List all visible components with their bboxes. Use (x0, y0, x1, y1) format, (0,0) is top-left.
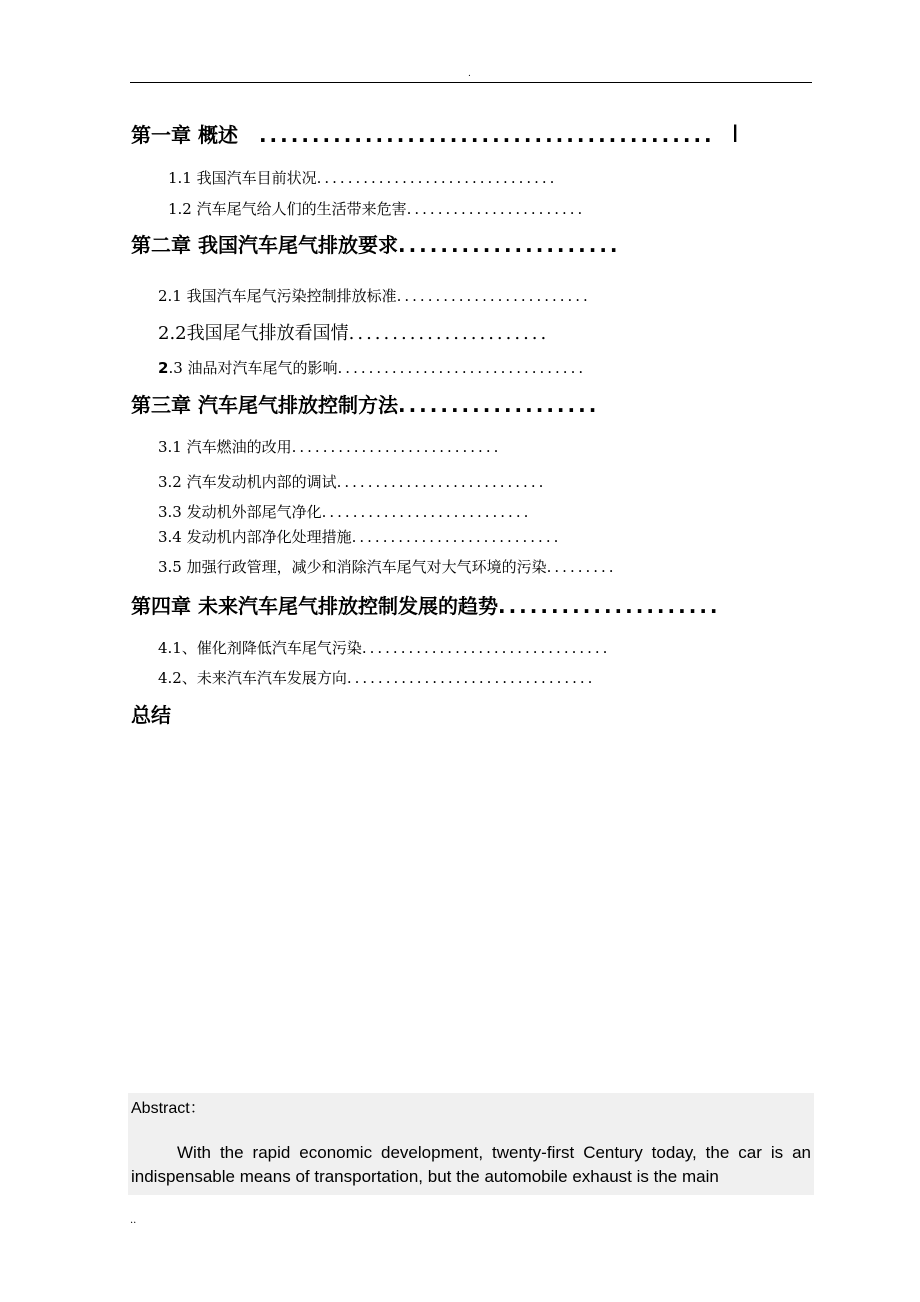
toc-label: 2.2我国尾气排放看国情 (158, 323, 349, 344)
abstract-block (128, 1093, 814, 1195)
toc-leader: ....................... (406, 200, 586, 218)
toc-label: 3.1 汽车燃油的改用 (158, 438, 292, 456)
toc-section-3-5[interactable] (158, 557, 617, 577)
toc-section-2-3[interactable] (158, 358, 586, 378)
toc-number: 2 (158, 359, 169, 377)
toc-label: 第一章 概述 (131, 123, 238, 147)
toc-leader: ........................... (291, 438, 502, 456)
toc-label: .3 油品对汽车尾气的影响 (168, 359, 338, 377)
toc-leader: ................... (397, 393, 600, 417)
toc-leader: ......................... (396, 287, 591, 305)
toc-label: 3.5 加强行政管理，减少和消除汽车尾气对大气环境的污染 (158, 558, 547, 576)
toc-label: 4.2、未来汽车汽车发展方向 (158, 669, 347, 687)
toc-label: 4.1、催化剂降低汽车尾气污染 (158, 639, 362, 657)
toc-label: 3.3 发动机外部尾气净化 (158, 503, 322, 521)
toc-chapter-4[interactable] (131, 594, 721, 618)
toc-label: 第二章 我国汽车尾气排放要求 (131, 233, 398, 257)
toc-page-number: I (731, 120, 739, 148)
toc-label: 1.1 我国汽车目前状况 (168, 169, 317, 187)
header-rule (130, 82, 812, 83)
toc-section-1-1[interactable] (168, 168, 557, 188)
toc-summary[interactable] (131, 703, 171, 727)
toc-label: 第四章 未来汽车尾气排放控制发展的趋势 (131, 594, 498, 618)
toc-section-3-3[interactable] (158, 502, 531, 522)
toc-leader: ........................... (336, 473, 547, 491)
toc-chapter-3[interactable] (131, 393, 599, 417)
toc-label: 3.4 发动机内部净化处理措施 (158, 528, 352, 546)
toc-chapter-1[interactable] (131, 122, 739, 147)
abstract-title: Abstract： (131, 1100, 206, 1117)
toc-leader: ......... (546, 558, 617, 576)
footer-mark: .. (130, 1215, 137, 1226)
toc-leader: ..................... (497, 594, 721, 618)
toc-label: 总结 (131, 703, 171, 727)
toc-section-3-2[interactable] (158, 472, 546, 492)
toc-leader: ............................... (316, 169, 558, 187)
toc-label: 第三章 汽车尾气排放控制方法 (131, 393, 398, 417)
toc-leader: ....................... (348, 323, 550, 344)
toc-section-4-2[interactable] (158, 668, 595, 688)
toc-label: 3.2 汽车发动机内部的调试 (158, 473, 337, 491)
toc-leader: ........................................... (258, 123, 715, 147)
toc-section-3-1[interactable] (158, 437, 501, 457)
toc-label: 1.2 汽车尾气给人们的生活带来危害 (168, 200, 407, 218)
toc-leader: ................................ (346, 669, 596, 687)
toc-section-2-1[interactable] (158, 286, 591, 306)
abstract-body: With the rapid economic development, twenty-first Century today, the car is an indispensable means of transportation, but the automobile exhaust is the main (131, 1143, 811, 1186)
toc-leader: ........................... (321, 503, 532, 521)
toc-section-2-2[interactable] (158, 323, 549, 345)
toc-chapter-2[interactable] (131, 233, 621, 257)
toc-section-1-2[interactable] (168, 199, 585, 219)
toc-leader: ................................ (361, 639, 611, 657)
toc-section-4-1[interactable] (158, 638, 610, 658)
toc-leader: ........................... (351, 528, 562, 546)
header-mark: . (468, 69, 471, 79)
toc-label: 2.1 我国汽车尾气污染控制排放标准 (158, 287, 397, 305)
toc-section-3-4[interactable] (158, 527, 561, 547)
toc-leader: ................................ (337, 359, 587, 377)
toc-leader: ..................... (397, 233, 621, 257)
